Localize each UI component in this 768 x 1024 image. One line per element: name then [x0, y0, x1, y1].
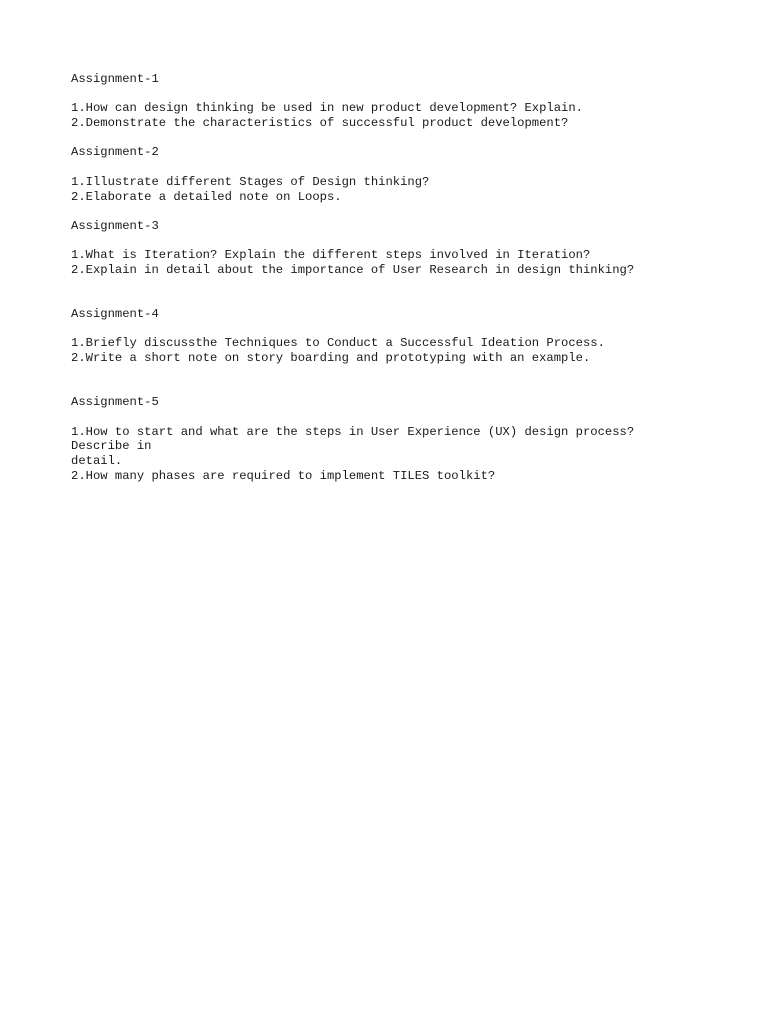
blank-line [71, 410, 731, 425]
blank-line [71, 366, 731, 381]
question-line: 1.What is Iteration? Explain the different steps involved in Iteration? [71, 248, 591, 263]
assignment-title: Assignment-4 [71, 307, 159, 321]
question-line: 1.How can design thinking be used in new product development? Explain. [71, 101, 583, 116]
blank-line [71, 380, 731, 395]
blank-line [71, 131, 731, 146]
question-line: 2.How many phases are required to implement TILES toolkit? [71, 468, 496, 483]
question-line: 1.Briefly discussthe Techniques to Conduct a Successful Ideation Process. [71, 336, 605, 351]
assignment-2-section [71, 145, 731, 204]
assignment-1-section [71, 72, 731, 131]
question-line: Describe in [71, 439, 152, 454]
question-line: 1.Illustrate different Stages of Design thinking? [71, 174, 430, 189]
blank-line [71, 204, 731, 219]
assignment-4-section [71, 307, 731, 366]
assignment-title: Assignment-2 [71, 145, 159, 160]
question-line: 2.Write a short note on story boarding and prototyping with an example. [71, 351, 591, 366]
blank-line [71, 278, 731, 293]
blank-line [71, 160, 731, 175]
assignment-title: Assignment-1 [71, 72, 159, 86]
question-line: 1.How to start and what are the steps in User Experience (UX) design process? [71, 424, 635, 439]
question-line: 2.Demonstrate the characteristics of successful product development? [71, 116, 569, 131]
blank-line [71, 322, 731, 337]
question-line: 2.Explain in detail about the importance of User Research in design thinking? [71, 262, 635, 277]
assignment-3-section [71, 219, 731, 278]
question-line: 2.Elaborate a detailed note on Loops. [71, 189, 342, 204]
assignment-title: Assignment-5 [71, 395, 159, 410]
blank-line [71, 234, 731, 249]
assignment-title: Assignment-3 [71, 218, 159, 233]
blank-line [71, 87, 731, 102]
assignment-5-section [71, 395, 731, 483]
question-line: detail. [71, 453, 123, 468]
blank-line [71, 292, 731, 307]
document-body [71, 72, 731, 483]
